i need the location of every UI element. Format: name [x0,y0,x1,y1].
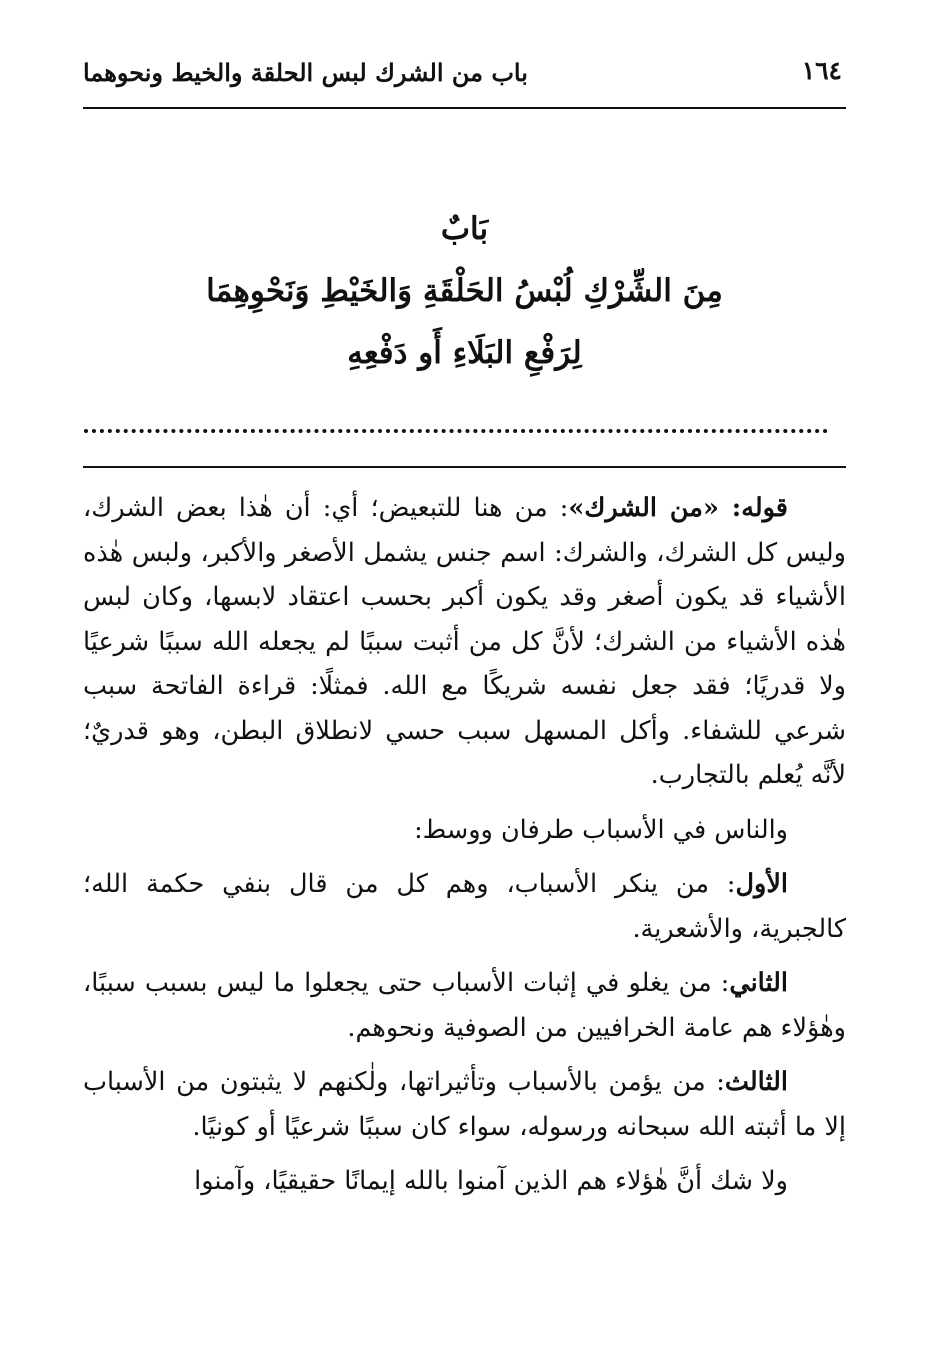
paragraph-4 [83,961,846,1050]
running-header [83,52,846,98]
page-number: ١٦٤ [801,56,842,85]
paragraph-4-text: : من يغلو في إثبات الأسباب حتى يجعلوا ما ليس بسبب سببًا، وهٰؤلاء هم عامة الخرافيين من الصوفية ونحوهم. [83,968,846,1043]
paragraph-1 [83,486,846,798]
paragraph-3-lead: الأول [735,869,788,899]
paragraph-5-text: : من يؤمن بالأسباب وتأثيراتها، ولٰكنهم لا يثبتون من الأسباب إلا ما أثبته الله سبحانه ورسوله، سواء كان سببًا شرعيًا أو كونيًا. [83,1067,846,1142]
header-rule [83,107,846,109]
paragraph-6-text: ولا شك أنَّ هٰؤلاء هم الذين آمنوا بالله إيمانًا حقيقيًا، وآمنوا [194,1166,788,1196]
paragraph-6 [83,1159,846,1204]
paragraph-4-lead: الثاني [729,968,788,998]
commentary-text [83,486,846,1204]
running-title: باب من الشرك لبس الحلقة والخيط ونحوهما [83,58,528,87]
chapter-heading-line-3: لِرَفْعِ البَلَاءِ أَو دَفْعِهِ [347,335,582,371]
paragraph-5-lead: الثالث [724,1067,788,1097]
paragraph-2-text: والناس في الأسباب طرفان ووسط: [414,814,788,845]
paragraph-3 [83,862,846,951]
paragraph-2 [83,808,846,853]
body-rule [83,466,846,468]
paragraph-1-lead: قوله: «من الشرك» [568,493,789,523]
paragraph-1-text: : من هنا للتبعيض؛ أي: أن هٰذا بعض الشرك، وليس كل الشرك، والشرك: اسم جنس يشمل الأصغر والأكبر، ولبس هٰذه الأشياء قد يكون أصغر وقد يكون أكبر بحسب اعتقاد لابسها، وكان لبس هٰذه الأشياء من الشرك؛ لأنَّ كل من أثبت سببًا لم يجعله الله سببًا شرعيًا ولا قدريًا؛ فقد جعل نفسه شريكًا مع الله. فمثلًا: قراءة الفاتحة سبب شرعي للشفاء. وأكل المسهل سبب حسي لانطلاق البطن، وهو قدريٌ؛ لأنَّه يُعلم بالتجارب. [83,493,846,790]
chapter-heading-line-2: مِنَ الشِّرْكِ لُبْسُ الحَلْقَةِ وَالخَيْطِ وَنَحْوِهِمَا [206,273,723,309]
dotted-separator [84,429,828,433]
chapter-heading [83,198,846,384]
paragraph-5 [83,1060,846,1149]
chapter-heading-line-1: بَابٌ [440,211,489,247]
paragraph-3-text: : من ينكر الأسباب، وهم كل من قال بنفي حكمة الله؛ كالجبرية، والأشعرية. [83,869,846,944]
